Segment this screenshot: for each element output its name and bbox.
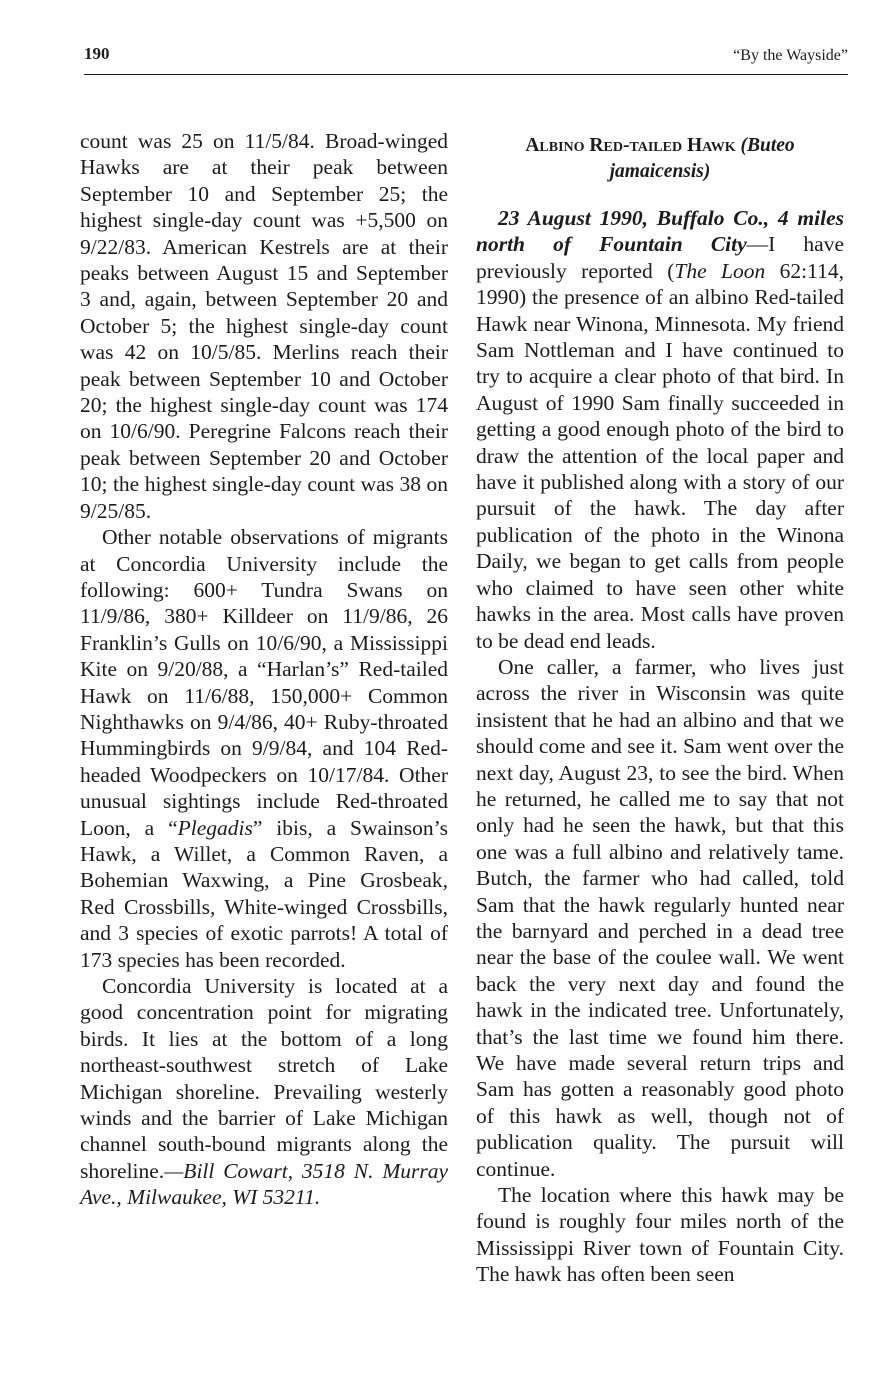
notable-observations-text: Other notable observations of migrants at Concordia University include the following: 600+ Tundra Swans on 11/9/86, 380+ Killdeer on 11/9/86, 26 Franklin’s Gulls on 10/6/90, a Mississippi Kite on 9/20/88, a “Harlan’s” Red-tailed Hawk on 11/6/88, 150,000+ Common Nighthawks on 9/4/86, 40+ Ruby-throated Hummingbirds on 9/9/84, and 104 Red-headed Woodpeckers on 10/17/84. Other unusual sightings include Red-throated Loon, a “ [80, 525, 448, 840]
notable-observations-text-cont: ” ibis, a Swainson’s Hawk, a Willet, a Common Raven, a Bohemian Waxwing, a Pine Grosbeak, Red Crossbills, White-winged Crossbills, and 3 species of exotic parrots! A total of 173 species has been recorded. [80, 815, 449, 972]
report-lead-location: 23 August 1990, Buffalo Co., 4 miles north of Fountain City [476, 206, 844, 257]
paragraph-hawk-location: The location where this hawk may be found is roughly four miles north of the Mississippi River town of Fountain City. The hawk has often been seen [476, 1183, 844, 1287]
paragraph-notable-observations [80, 524, 448, 973]
paragraph-concordia-location [80, 973, 448, 1211]
journal-title: The Loon [674, 258, 766, 283]
article-heading [476, 133, 844, 185]
paragraph-hawk-counts: count was 25 on 11/5/84. Broad-winged Hawks are at their peak between September 10 and September 25; the highest single-day count was +5,500 on 9/22/83. American Kestrels are at their peaks between August 15 and September 3 and, again, between September 20 and October 5; the highest single-day count was 42 on 10/5/85. Merlins reach their peak between September 10 and October 20; the highest single-day count was 174 on 10/6/90. Peregrine Falcons reach their peak between September 20 and October 10; the highest single-day count was 38 on 9/25/85. [80, 129, 448, 523]
page-header [84, 42, 848, 75]
page-number: 190 [84, 44, 110, 63]
report-text: —I have previously reported ( [476, 232, 845, 283]
running-title: “By the Wayside” [733, 47, 848, 64]
heading-scientific-name: (Buteo jamaicensis) [609, 135, 795, 182]
plegadis-italic: Plegadis [177, 815, 253, 840]
heading-title: Albino Red-tailed Hawk [525, 135, 736, 156]
paragraph-albino-report [476, 205, 844, 654]
right-column [476, 128, 844, 1288]
author-signature: —Bill Cowart, 3518 N. Murray Ave., Milwaukee, WI 53211. [80, 1158, 448, 1210]
report-text-cont: 62:114, 1990) the presence of an albino Red-tailed Hawk near Winona, Minnesota. My friend Sam Nottleman and I have continued to try to acquire a clear photo of that bird. In August of 1990 Sam finally succeeded in getting a good enough photo of the bird to draw the attention of the local paper and have it published along with a story of our pursuit of the hawk. The day after publication of the photo in the Winona Daily, we began to get calls from people who claimed to have seen other white hawks in the area. Most calls have proven to be dead end leads. [476, 258, 844, 653]
concordia-location-text: Concordia University is located at a good concentration point for migrating birds. It lies at the bottom of a long northeast-southwest stretch of Lake Michigan shoreline. Prevailing westerly winds and the barrier of Lake Michigan channel south-bound migrants along the shoreline. [80, 974, 448, 1183]
paragraph-farmer-caller: One caller, a farmer, who lives just across the river in Wisconsin was quite insistent that he had an albino and that we should come and see it. Sam went over the next day, August 23, to see the bird. When he returned, he called me to say that not only had he seen the hawk, but that this one was a full albino and relatively tame. Butch, the farmer who had called, told Sam that the hawk regularly hunted near the barnyard and perched in a dead tree near the base of the coulee wall. We went back the very next day and found the hawk in the indicated tree. Unfortunately, that’s the last time we found him there. We have made several return trips and Sam has gotten a reasonably good photo of this hawk as well, though not of publication quality. The pursuit will continue. [476, 654, 844, 1181]
left-column [80, 128, 448, 1211]
